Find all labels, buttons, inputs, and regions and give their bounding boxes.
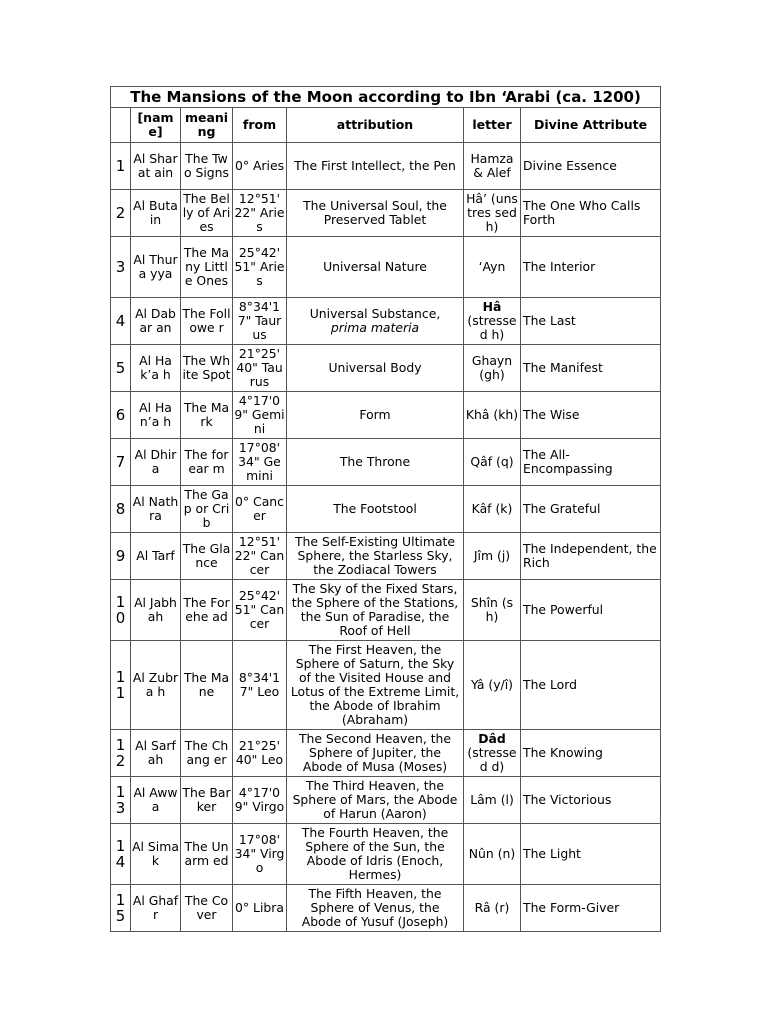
mansion-name: Al Dabar an [131, 298, 181, 345]
mansion-attribution: The Second Heaven, the Sphere of Jupiter, the Abode of Musa (Moses) [287, 730, 464, 777]
mansion-letter: Hâ (stresse d h) [464, 298, 521, 345]
mansion-meaning: The Cover [181, 885, 233, 932]
mansion-name: Al Simak [131, 824, 181, 885]
mansion-from: 17°08' 34" Gemini [233, 439, 287, 486]
mansion-from: 21°25' 40" Leo [233, 730, 287, 777]
mansion-meaning: The Chang er [181, 730, 233, 777]
mansion-name: Al Butain [131, 190, 181, 237]
table-row [111, 533, 661, 580]
mansion-meaning: The Belly of Aries [181, 190, 233, 237]
table-title: The Mansions of the Moon according to Ibn ‘Arabi (ca. 1200) [111, 87, 661, 108]
mansion-letter: Hâ’ (unstres sed h) [464, 190, 521, 237]
mansion-name: Al Zubra h [131, 641, 181, 730]
table-row [111, 237, 661, 298]
mansion-attribution: The Throne [287, 439, 464, 486]
mansion-divine-attribute: The Grateful [521, 486, 661, 533]
mansion-attribution: Universal Body [287, 345, 464, 392]
header-attribution: attribution [287, 108, 464, 143]
mansion-attribution: Form [287, 392, 464, 439]
mansion-divine-attribute: The Manifest [521, 345, 661, 392]
mansion-divine-attribute: The Lord [521, 641, 661, 730]
mansion-letter: Khâ (kh) [464, 392, 521, 439]
mansion-name: Al Ghafr [131, 885, 181, 932]
mansion-name: Al Jabhah [131, 580, 181, 641]
mansion-number: 3 [111, 237, 131, 298]
mansion-number: 9 [111, 533, 131, 580]
header-from: from [233, 108, 287, 143]
table-row [111, 580, 661, 641]
mansion-letter: Hamza & Alef [464, 143, 521, 190]
mansion-letter: Nûn (n) [464, 824, 521, 885]
mansion-letter: Yâ (y/î) [464, 641, 521, 730]
mansion-divine-attribute: The Knowing [521, 730, 661, 777]
mansion-number: 2 [111, 190, 131, 237]
table-row [111, 824, 661, 885]
mansion-from: 4°17'0 9" Virgo [233, 777, 287, 824]
header-row [111, 108, 661, 143]
letter-bold: Dâd [478, 731, 506, 746]
table-row [111, 143, 661, 190]
mansion-from: 8°34'1 7" Leo [233, 641, 287, 730]
table-row [111, 777, 661, 824]
mansion-number: 1 2 [111, 730, 131, 777]
mansion-meaning: The Many Little Ones [181, 237, 233, 298]
mansion-name: Al Thura yya [131, 237, 181, 298]
mansion-number: 8 [111, 486, 131, 533]
mansion-name: Al Sharat ain [131, 143, 181, 190]
mansion-name: Al Han’a h [131, 392, 181, 439]
mansion-name: Al Sarfah [131, 730, 181, 777]
table-row [111, 885, 661, 932]
mansion-meaning: The Forehe ad [181, 580, 233, 641]
mansion-meaning: The Mark [181, 392, 233, 439]
mansion-number: 1 1 [111, 641, 131, 730]
table-row [111, 345, 661, 392]
mansion-name: Al Hak’a h [131, 345, 181, 392]
table-row [111, 730, 661, 777]
header-num [111, 108, 131, 143]
mansion-letter: Lâm (l) [464, 777, 521, 824]
mansion-divine-attribute: The One Who Calls Forth [521, 190, 661, 237]
mansion-attribution: The Footstool [287, 486, 464, 533]
mansion-divine-attribute: Divine Essence [521, 143, 661, 190]
mansion-number: 1 4 [111, 824, 131, 885]
mansion-attribution: The Universal Soul, the Preserved Tablet [287, 190, 464, 237]
mansion-from: 12°51' 22" Aries [233, 190, 287, 237]
mansion-attribution: The First Heaven, the Sphere of Saturn, the Sky of the Visited House and Lotus of the Extreme Limit, the Abode of Ibrahim (Abraham) [287, 641, 464, 730]
mansion-number: 6 [111, 392, 131, 439]
mansion-from: 12°51' 22" Cancer [233, 533, 287, 580]
mansions-table [110, 86, 661, 932]
mansion-attribution: The First Intellect, the Pen [287, 143, 464, 190]
header-name: [nam e] [131, 108, 181, 143]
mansion-meaning: The Mane [181, 641, 233, 730]
mansion-attribution: The Self-Existing Ultimate Sphere, the Starless Sky, the Zodiacal Towers [287, 533, 464, 580]
mansion-letter: Dâd (stresse d d) [464, 730, 521, 777]
mansion-attribution: The Fifth Heaven, the Sphere of Venus, the Abode of Yusuf (Joseph) [287, 885, 464, 932]
mansion-number: 1 5 [111, 885, 131, 932]
mansion-number: 1 0 [111, 580, 131, 641]
header-letter: letter [464, 108, 521, 143]
mansion-divine-attribute: The Victorious [521, 777, 661, 824]
mansion-name: Al Awwa [131, 777, 181, 824]
mansion-from: 4°17'0 9" Gemini [233, 392, 287, 439]
mansion-number: 7 [111, 439, 131, 486]
mansion-meaning: The Barker [181, 777, 233, 824]
mansion-letter: Shîn (sh) [464, 580, 521, 641]
mansion-divine-attribute: The Powerful [521, 580, 661, 641]
mansion-divine-attribute: The Last [521, 298, 661, 345]
mansion-attribution: Universal Nature [287, 237, 464, 298]
mansion-divine-attribute: The Interior [521, 237, 661, 298]
attribution-emphasis: prima materia [330, 320, 420, 335]
mansion-number: 1 [111, 143, 131, 190]
mansion-name: Al Nathra [131, 486, 181, 533]
mansion-from: 21°25' 40" Taurus [233, 345, 287, 392]
mansion-meaning: The Glance [181, 533, 233, 580]
mansion-divine-attribute: The Form-Giver [521, 885, 661, 932]
mansion-letter: Kâf (k) [464, 486, 521, 533]
mansion-name: Al Dhira [131, 439, 181, 486]
mansion-divine-attribute: The All-Encompassing [521, 439, 661, 486]
mansion-divine-attribute: The Independent, the Rich [521, 533, 661, 580]
mansion-divine-attribute: The Light [521, 824, 661, 885]
mansion-letter: Ghayn (gh) [464, 345, 521, 392]
letter-bold: Hâ [482, 299, 502, 314]
mansion-from: 0° Cancer [233, 486, 287, 533]
mansion-number: 1 3 [111, 777, 131, 824]
mansion-from: 25°42' 51" Cancer [233, 580, 287, 641]
mansion-from: 0° Aries [233, 143, 287, 190]
mansion-attribution: The Sky of the Fixed Stars, the Sphere of the Stations, the Sun of Paradise, the Roof of Hell [287, 580, 464, 641]
mansion-from: 25°42' 51" Aries [233, 237, 287, 298]
mansion-name: Al Tarf [131, 533, 181, 580]
mansion-from: 17°08' 34" Virgo [233, 824, 287, 885]
mansion-letter: Râ (r) [464, 885, 521, 932]
table-row [111, 190, 661, 237]
mansion-meaning: The Followe r [181, 298, 233, 345]
mansion-from: 8°34'1 7" Taurus [233, 298, 287, 345]
mansion-meaning: The forear m [181, 439, 233, 486]
mansion-number: 5 [111, 345, 131, 392]
mansion-letter: Jîm (j) [464, 533, 521, 580]
table-row [111, 298, 661, 345]
header-meaning: meani ng [181, 108, 233, 143]
table-row [111, 392, 661, 439]
mansion-meaning: The White Spot [181, 345, 233, 392]
mansion-letter: ‘Ayn [464, 237, 521, 298]
mansion-number: 4 [111, 298, 131, 345]
mansion-attribution: The Third Heaven, the Sphere of Mars, the Abode of Harun (Aaron) [287, 777, 464, 824]
table-row [111, 486, 661, 533]
mansion-letter: Qâf (q) [464, 439, 521, 486]
mansion-attribution: Universal Substance, prima materia [287, 298, 464, 345]
mansion-meaning: The Gap or Crib [181, 486, 233, 533]
table-row [111, 439, 661, 486]
mansion-attribution: The Fourth Heaven, the Sphere of the Sun, the Abode of Idris (Enoch, Hermes) [287, 824, 464, 885]
mansion-from: 0° Libra [233, 885, 287, 932]
mansion-divine-attribute: The Wise [521, 392, 661, 439]
mansion-meaning: The Unarm ed [181, 824, 233, 885]
mansion-meaning: The Two Signs [181, 143, 233, 190]
table-row [111, 641, 661, 730]
header-divine-attribute: Divine Attribute [521, 108, 661, 143]
